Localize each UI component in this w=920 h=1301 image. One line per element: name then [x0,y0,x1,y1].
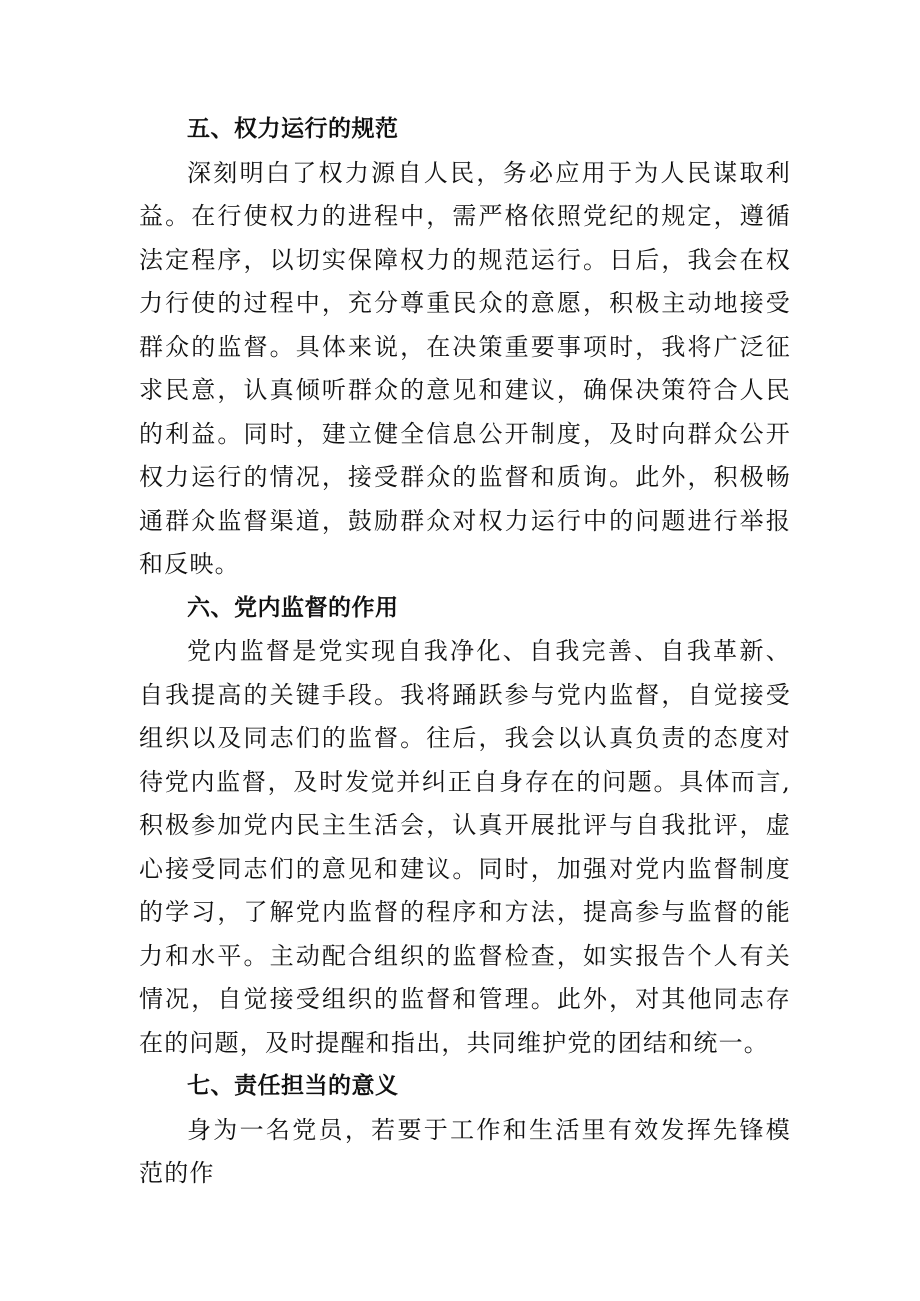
section-heading-6: 六、党内监督的作用 [187,594,399,621]
section-heading-7: 七、责任担当的意义 [187,1073,399,1099]
section-paragraph-6: 党内监督是党实现自我净化、自我完善、自我革新、自我提高的关键手段。我将踊跃参与党内监督，自觉接受组织以及同志们的监督。往后，我会以认真负责的态度对待党内监督，及时发觉并纠正自身存在的问题。具体而言,积极参加党内民主生活会，认真开展批评与自我批评，虚心接受同志们的意见和建议。同时，加强对党内监督制度的学习，了解党内监督的程序和方法，提高参与监督的能力和水平。主动配合组织的监督检查，如实报告个人有关情况，自觉接受组织的监督和管理。此外，对其他同志存在的问题，及时提醒和指出，共同维护党的团结和统一。 [139,637,791,1057]
section-paragraph-5: 深刻明白了权力源自人民，务必应用于为人民谋取利益。在行使权力的进程中，需严格依照党纪的规定，遵循法定程序，以切实保障权力的规范运行。日后，我会在权力行使的过程中，充分尊重民众的意愿，积极主动地接受群众的监督。具体来说，在决策重要事项时，我将广泛征求民意，认真倾听群众的意见和建议，确保决策符合人民的利益。同时，建立健全信息公开制度，及时向群众公开权力运行的情况，接受群众的监督和质询。此外，积极畅通群众监督渠道，鼓励群众对权力运行中的问题进行举报和反映。 [139,158,791,578]
section-paragraph-7: 身为一名党员，若要于工作和生活里有效发挥先锋模范的作 [139,1115,791,1187]
section-heading-5: 五、权力运行的规范 [187,116,399,142]
document-body [139,108,791,1196]
